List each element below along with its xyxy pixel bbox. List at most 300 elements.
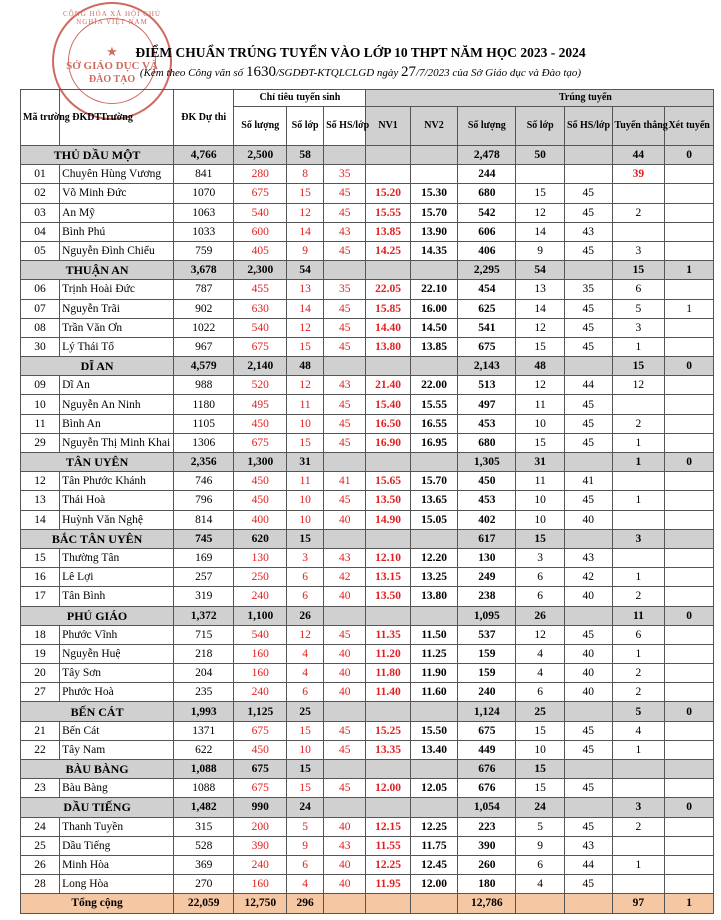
school-so-luong: 540 — [234, 318, 287, 337]
school-xet-tuyen — [665, 491, 714, 510]
school-hs-lop: 43 — [324, 376, 366, 395]
school-so-lop: 13 — [287, 280, 324, 299]
school-tuyen-thang — [612, 472, 665, 491]
section-tt-so-lop: 15 — [516, 760, 565, 779]
school-tt-hs-lop: 45 — [564, 414, 612, 433]
school-nv1: 14.25 — [366, 241, 410, 260]
school-tt-so-lop: 15 — [516, 337, 565, 356]
school-code: 24 — [21, 817, 60, 836]
school-tt-hs-lop: 45 — [564, 625, 612, 644]
school-xet-tuyen — [665, 280, 714, 299]
section-nv2 — [410, 760, 458, 779]
school-tt-so-luong: 223 — [458, 817, 516, 836]
section-hs-lop — [324, 529, 366, 548]
school-nv2 — [410, 165, 458, 184]
school-so-lop: 14 — [287, 299, 324, 318]
school-nv1: 15.20 — [366, 184, 410, 203]
section-tuyen-thang — [612, 760, 665, 779]
school-tuyen-thang — [612, 836, 665, 855]
school-nv2: 11.25 — [410, 644, 458, 663]
table-row — [21, 376, 714, 395]
school-tt-so-luong: 159 — [458, 664, 516, 683]
school-name: Thường Tân — [60, 548, 174, 567]
school-so-luong: 455 — [234, 280, 287, 299]
header-tuyen-thang: Tuyển thẳng — [612, 107, 665, 146]
school-so-lop: 10 — [287, 491, 324, 510]
school-nv2: 15.70 — [410, 203, 458, 222]
school-nv1: 15.40 — [366, 395, 410, 414]
school-code: 21 — [21, 721, 60, 740]
section-tt-so-luong: 2,295 — [458, 261, 516, 280]
school-nv1: 12.15 — [366, 817, 410, 836]
school-so-lop: 6 — [287, 855, 324, 874]
total-xet-tuyen: 1 — [665, 894, 714, 913]
school-code: 01 — [21, 165, 60, 184]
school-tt-so-luong: 537 — [458, 625, 516, 644]
school-nv2: 11.75 — [410, 836, 458, 855]
school-code: 15 — [21, 548, 60, 567]
school-xet-tuyen — [665, 855, 714, 874]
school-tuyen-thang: 39 — [612, 165, 665, 184]
school-tt-hs-lop: 40 — [564, 587, 612, 606]
school-tuyen-thang — [612, 510, 665, 529]
school-tt-hs-lop: 45 — [564, 203, 612, 222]
school-code: 14 — [21, 510, 60, 529]
school-dk-du-thi: 967 — [174, 337, 234, 356]
school-nv2: 12.05 — [410, 779, 458, 798]
header-tt-so-lop: Số lớp — [516, 107, 565, 146]
school-tuyen-thang — [612, 548, 665, 567]
school-hs-lop: 45 — [324, 491, 366, 510]
school-tt-so-lop: 12 — [516, 625, 565, 644]
section-xet-tuyen: 0 — [665, 606, 714, 625]
section-xet-tuyen: 0 — [665, 702, 714, 721]
school-dk-du-thi: 257 — [174, 568, 234, 587]
school-xet-tuyen — [665, 683, 714, 702]
school-code: 08 — [21, 318, 60, 337]
school-nv2: 11.90 — [410, 664, 458, 683]
school-dk-du-thi: 902 — [174, 299, 234, 318]
school-tt-so-luong: 676 — [458, 779, 516, 798]
table-row — [21, 318, 714, 337]
header-xet-tuyen: Xét tuyển — [665, 107, 714, 146]
subtitle-date: 27 — [401, 64, 417, 80]
section-dk-du-thi: 745 — [174, 529, 234, 548]
section-so-lop: 26 — [287, 606, 324, 625]
section-tt-so-lop: 26 — [516, 606, 565, 625]
school-tt-so-lop: 9 — [516, 836, 565, 855]
section-tt-hs-lop — [564, 702, 612, 721]
school-dk-du-thi: 715 — [174, 625, 234, 644]
section-dk-du-thi: 4,766 — [174, 146, 234, 165]
school-name: Dầu Tiếng — [60, 836, 174, 855]
school-nv2: 13.40 — [410, 740, 458, 759]
section-tuyen-thang: 3 — [612, 529, 665, 548]
section-nv1 — [366, 453, 410, 472]
school-name: Bình An — [60, 414, 174, 433]
section-nv2 — [410, 146, 458, 165]
section-tt-hs-lop — [564, 606, 612, 625]
school-xet-tuyen — [665, 721, 714, 740]
school-xet-tuyen — [665, 875, 714, 894]
school-so-lop: 15 — [287, 337, 324, 356]
school-so-luong: 280 — [234, 165, 287, 184]
school-tuyen-thang: 1 — [612, 568, 665, 587]
school-name: Tây Sơn — [60, 664, 174, 683]
school-tuyen-thang — [612, 875, 665, 894]
school-tt-so-lop: 9 — [516, 241, 565, 260]
school-so-luong: 675 — [234, 337, 287, 356]
total-dk-du-thi: 22,059 — [174, 894, 234, 913]
school-so-lop: 15 — [287, 184, 324, 203]
school-code: 10 — [21, 395, 60, 414]
section-dk-du-thi: 3,678 — [174, 261, 234, 280]
school-name: Nguyễn Đình Chiểu — [60, 241, 174, 260]
school-name: Thái Hoà — [60, 491, 174, 510]
school-tt-so-luong: 449 — [458, 740, 516, 759]
school-so-luong: 675 — [234, 721, 287, 740]
section-nv2 — [410, 261, 458, 280]
school-nv1: 11.95 — [366, 875, 410, 894]
school-so-luong: 160 — [234, 875, 287, 894]
school-hs-lop: 40 — [324, 817, 366, 836]
section-tt-so-luong: 1,305 — [458, 453, 516, 472]
header-tt-hs-lop: Số HS/lớp — [564, 107, 612, 146]
school-name: Tân Bình — [60, 587, 174, 606]
school-tuyen-thang: 2 — [612, 683, 665, 702]
school-tuyen-thang: 2 — [612, 587, 665, 606]
school-nv2: 12.00 — [410, 875, 458, 894]
school-tt-so-lop: 3 — [516, 548, 565, 567]
school-so-luong: 160 — [234, 664, 287, 683]
school-hs-lop: 40 — [324, 664, 366, 683]
section-tt-so-lop: 48 — [516, 357, 565, 376]
school-hs-lop: 45 — [324, 184, 366, 203]
school-nv2: 22.00 — [410, 376, 458, 395]
school-tuyen-thang: 1 — [612, 337, 665, 356]
school-dk-du-thi: 319 — [174, 587, 234, 606]
school-xet-tuyen — [665, 587, 714, 606]
seal-star-icon: ★ — [106, 44, 118, 59]
section-hs-lop — [324, 606, 366, 625]
school-so-lop: 12 — [287, 318, 324, 337]
section-nv1 — [366, 146, 410, 165]
school-so-luong: 495 — [234, 395, 287, 414]
school-nv2: 16.95 — [410, 433, 458, 452]
total-so-luong: 12,750 — [234, 894, 287, 913]
school-name: Thanh Tuyền — [60, 817, 174, 836]
section-nv2 — [410, 357, 458, 376]
school-nv1: 13.15 — [366, 568, 410, 587]
school-xet-tuyen — [665, 433, 714, 452]
section-so-lop: 15 — [287, 529, 324, 548]
school-dk-du-thi: 841 — [174, 165, 234, 184]
school-tt-so-lop: 10 — [516, 491, 565, 510]
table-row — [21, 280, 714, 299]
school-tuyen-thang: 1 — [612, 433, 665, 452]
document-subtitle — [0, 64, 721, 81]
school-nv1: 15.65 — [366, 472, 410, 491]
school-tt-hs-lop: 45 — [564, 721, 612, 740]
school-tt-hs-lop: 45 — [564, 318, 612, 337]
school-code: 18 — [21, 625, 60, 644]
school-dk-du-thi: 218 — [174, 644, 234, 663]
school-so-luong: 250 — [234, 568, 287, 587]
section-tt-hs-lop — [564, 146, 612, 165]
section-xet-tuyen: 0 — [665, 453, 714, 472]
school-tt-so-lop: 4 — [516, 875, 565, 894]
section-nv1 — [366, 529, 410, 548]
section-tuyen-thang: 15 — [612, 261, 665, 280]
school-tt-hs-lop: 35 — [564, 280, 612, 299]
school-so-luong: 540 — [234, 203, 287, 222]
table-row — [21, 165, 714, 184]
section-xet-tuyen: 0 — [665, 357, 714, 376]
school-dk-du-thi: 369 — [174, 855, 234, 874]
school-dk-du-thi: 814 — [174, 510, 234, 529]
section-nv2 — [410, 529, 458, 548]
subtitle-middle: /SGDĐT-KTQLCLGD ngày — [275, 67, 402, 79]
school-tt-so-luong: 680 — [458, 433, 516, 452]
school-nv1: 15.85 — [366, 299, 410, 318]
school-so-luong: 200 — [234, 817, 287, 836]
school-tt-hs-lop: 45 — [564, 299, 612, 318]
subtitle-prefix: (Kèm theo Công văn số — [139, 67, 246, 79]
section-tuyen-thang: 44 — [612, 146, 665, 165]
admission-score-table — [20, 89, 714, 914]
section-nv1 — [366, 798, 410, 817]
school-so-lop: 8 — [287, 165, 324, 184]
school-so-luong: 675 — [234, 433, 287, 452]
section-tuyen-thang: 3 — [612, 798, 665, 817]
school-so-luong: 600 — [234, 222, 287, 241]
school-so-luong: 240 — [234, 587, 287, 606]
school-nv1: 13.85 — [366, 222, 410, 241]
school-code: 30 — [21, 337, 60, 356]
school-hs-lop: 43 — [324, 836, 366, 855]
section-nv1 — [366, 357, 410, 376]
school-xet-tuyen — [665, 318, 714, 337]
section-row — [21, 529, 714, 548]
school-code: 23 — [21, 779, 60, 798]
school-tt-hs-lop: 45 — [564, 184, 612, 203]
section-tt-so-lop: 54 — [516, 261, 565, 280]
school-tt-so-lop: 11 — [516, 395, 565, 414]
school-tt-so-luong: 453 — [458, 491, 516, 510]
school-xet-tuyen: 1 — [665, 299, 714, 318]
school-tuyen-thang: 1 — [612, 491, 665, 510]
school-name: Nguyễn An Ninh — [60, 395, 174, 414]
section-tt-hs-lop — [564, 529, 612, 548]
school-tuyen-thang: 12 — [612, 376, 665, 395]
school-code: 02 — [21, 184, 60, 203]
total-tt-so-lop — [516, 894, 565, 913]
section-tt-hs-lop — [564, 357, 612, 376]
school-hs-lop: 40 — [324, 587, 366, 606]
school-tt-hs-lop: 45 — [564, 491, 612, 510]
school-code: 26 — [21, 855, 60, 874]
school-xet-tuyen — [665, 472, 714, 491]
school-name: Nguyễn Thị Minh Khai — [60, 433, 174, 452]
section-nv1 — [366, 261, 410, 280]
seal-line-1: SỞ GIÁO DỤC VÀ — [66, 60, 158, 72]
section-so-lop: 54 — [287, 261, 324, 280]
school-so-lop: 12 — [287, 625, 324, 644]
school-tuyen-thang: 2 — [612, 203, 665, 222]
table-row — [21, 683, 714, 702]
school-name: Trịnh Hoài Đức — [60, 280, 174, 299]
table-row — [21, 337, 714, 356]
school-hs-lop: 45 — [324, 414, 366, 433]
school-so-lop: 12 — [287, 376, 324, 395]
section-name: PHÚ GIÁO — [21, 606, 174, 625]
school-so-lop: 10 — [287, 740, 324, 759]
school-tt-hs-lop: 45 — [564, 779, 612, 798]
school-tt-so-lop: 10 — [516, 414, 565, 433]
section-so-luong: 2,140 — [234, 357, 287, 376]
school-tt-hs-lop: 44 — [564, 376, 612, 395]
section-name: BẮC TÂN UYÊN — [21, 529, 174, 548]
school-nv1: 15.55 — [366, 203, 410, 222]
school-tt-so-lop: 6 — [516, 855, 565, 874]
school-so-lop: 12 — [287, 203, 324, 222]
school-hs-lop: 40 — [324, 855, 366, 874]
total-hs-lop — [324, 894, 366, 913]
school-dk-du-thi: 270 — [174, 875, 234, 894]
school-name: Nguyễn Trãi — [60, 299, 174, 318]
school-so-lop: 4 — [287, 644, 324, 663]
school-tt-hs-lop: 45 — [564, 817, 612, 836]
school-tt-so-luong: 244 — [458, 165, 516, 184]
school-dk-du-thi: 204 — [174, 664, 234, 683]
school-nv2: 15.55 — [410, 395, 458, 414]
school-dk-du-thi: 759 — [174, 241, 234, 260]
school-dk-du-thi: 315 — [174, 817, 234, 836]
school-tt-hs-lop: 40 — [564, 683, 612, 702]
school-tt-hs-lop: 45 — [564, 740, 612, 759]
school-dk-du-thi: 1033 — [174, 222, 234, 241]
section-so-luong: 1,125 — [234, 702, 287, 721]
school-hs-lop: 45 — [324, 395, 366, 414]
school-hs-lop: 41 — [324, 472, 366, 491]
school-xet-tuyen — [665, 817, 714, 836]
section-so-luong: 2,300 — [234, 261, 287, 280]
section-name: BẾN CÁT — [21, 702, 174, 721]
school-tt-so-lop: 6 — [516, 587, 565, 606]
school-tt-so-luong: 675 — [458, 337, 516, 356]
school-code: 03 — [21, 203, 60, 222]
school-tuyen-thang — [612, 222, 665, 241]
section-nv2 — [410, 798, 458, 817]
school-nv1: 11.35 — [366, 625, 410, 644]
school-tt-so-lop: 12 — [516, 203, 565, 222]
school-tt-so-lop: 10 — [516, 740, 565, 759]
school-name: Phước Vĩnh — [60, 625, 174, 644]
school-so-lop: 5 — [287, 817, 324, 836]
school-code: 25 — [21, 836, 60, 855]
section-tt-hs-lop — [564, 453, 612, 472]
section-name: THUẬN AN — [21, 261, 174, 280]
header-nv1: NV1 — [366, 107, 410, 146]
school-xet-tuyen — [665, 184, 714, 203]
school-dk-du-thi: 1180 — [174, 395, 234, 414]
school-so-luong: 405 — [234, 241, 287, 260]
table-row — [21, 625, 714, 644]
school-tt-so-lop: 6 — [516, 683, 565, 702]
school-so-luong: 450 — [234, 472, 287, 491]
school-dk-du-thi: 1105 — [174, 414, 234, 433]
school-code: 11 — [21, 414, 60, 433]
school-nv1: 14.90 — [366, 510, 410, 529]
school-nv2: 15.30 — [410, 184, 458, 203]
school-tuyen-thang — [612, 184, 665, 203]
school-hs-lop: 40 — [324, 644, 366, 663]
school-xet-tuyen — [665, 414, 714, 433]
school-name: Long Hòa — [60, 875, 174, 894]
school-tt-hs-lop — [564, 165, 612, 184]
school-dk-du-thi: 787 — [174, 280, 234, 299]
document-title: ĐIỂM CHUẨN TRÚNG TUYỂN VÀO LỚP 10 THPT NĂM HỌC 2023 - 2024 — [135, 45, 586, 60]
school-so-lop: 15 — [287, 433, 324, 452]
school-tt-so-luong: 402 — [458, 510, 516, 529]
school-tt-so-lop — [516, 165, 565, 184]
school-nv1: 16.50 — [366, 414, 410, 433]
school-code: 28 — [21, 875, 60, 894]
table-row — [21, 395, 714, 414]
school-code: 17 — [21, 587, 60, 606]
section-tuyen-thang: 1 — [612, 453, 665, 472]
school-so-luong: 130 — [234, 548, 287, 567]
section-tt-so-luong: 2,478 — [458, 146, 516, 165]
section-tt-hs-lop — [564, 760, 612, 779]
table-row — [21, 414, 714, 433]
school-so-lop: 6 — [287, 683, 324, 702]
section-tt-so-lop: 50 — [516, 146, 565, 165]
school-name: Huỳnh Văn Nghệ — [60, 510, 174, 529]
section-nv1 — [366, 702, 410, 721]
school-name: Võ Minh Đức — [60, 184, 174, 203]
school-tt-hs-lop: 41 — [564, 472, 612, 491]
school-tt-so-luong: 260 — [458, 855, 516, 874]
section-hs-lop — [324, 357, 366, 376]
school-dk-du-thi: 1088 — [174, 779, 234, 798]
school-tt-so-lop: 10 — [516, 510, 565, 529]
school-tt-so-lop: 6 — [516, 568, 565, 587]
school-hs-lop: 43 — [324, 222, 366, 241]
section-name: DẦU TIẾNG — [21, 798, 174, 817]
school-tuyen-thang: 4 — [612, 721, 665, 740]
school-so-lop: 11 — [287, 472, 324, 491]
school-xet-tuyen — [665, 203, 714, 222]
school-so-lop: 6 — [287, 587, 324, 606]
school-xet-tuyen — [665, 395, 714, 414]
section-dk-du-thi: 1,993 — [174, 702, 234, 721]
section-hs-lop — [324, 146, 366, 165]
school-xet-tuyen — [665, 337, 714, 356]
school-so-lop: 4 — [287, 664, 324, 683]
school-tt-so-lop: 15 — [516, 779, 565, 798]
school-tt-so-luong: 541 — [458, 318, 516, 337]
school-name: Minh Hòa — [60, 855, 174, 874]
school-tt-so-lop: 11 — [516, 472, 565, 491]
school-tt-so-lop: 12 — [516, 318, 565, 337]
school-tt-so-lop: 12 — [516, 376, 565, 395]
section-nv2 — [410, 453, 458, 472]
table-row — [21, 548, 714, 567]
school-nv1: 15.25 — [366, 721, 410, 740]
school-tt-hs-lop: 43 — [564, 222, 612, 241]
school-tt-so-lop: 14 — [516, 222, 565, 241]
